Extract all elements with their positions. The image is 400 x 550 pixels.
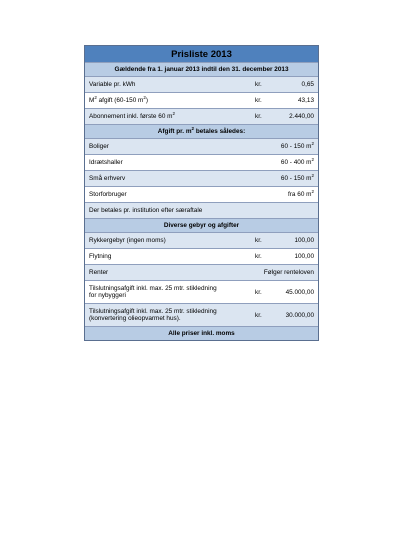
misc-row-flytning — [85, 248, 318, 264]
misc-unit: kr. — [255, 253, 262, 260]
misc-value: Følger renteloven — [263, 269, 314, 276]
misc-label: Flytning — [89, 252, 112, 260]
misc-row-rykkergebyr — [85, 232, 318, 248]
price-row-subscription — [85, 108, 318, 124]
price-row-kwh — [85, 76, 318, 92]
area-fee-header — [85, 124, 318, 138]
price-unit: kr. — [255, 81, 262, 88]
misc-row-renter — [85, 264, 318, 280]
area-value: fra 60 $m^2$ — [288, 188, 314, 198]
price-label: $M^2$ afgift (60-150 $m^2$) — [89, 94, 149, 104]
validity-row — [85, 62, 318, 76]
price-value: 0,65 — [301, 81, 314, 88]
price-unit: kr. — [255, 113, 262, 120]
price-value: 43,13 — [298, 97, 314, 104]
area-row-idraetshaller — [85, 154, 318, 170]
misc-value: 100,00 — [294, 253, 314, 260]
table-title: Prisliste 2013 — [171, 48, 232, 60]
price-table — [84, 45, 319, 341]
misc-label: Rykkergebyr (ingen moms) — [89, 236, 166, 244]
misc-label: Tilslutningsafgift inkl. max. 25 mtr. stikledning (konvertering olieopvarmet hus). — [89, 307, 217, 322]
price-value: 2.440,00 — [289, 113, 314, 120]
price-label: Abonnement inkl. første 60 $m^2$ — [89, 110, 175, 120]
area-value: 60 - 400 $m^2$ — [280, 156, 314, 166]
footer-text: Alle priser inkl. moms — [168, 330, 235, 337]
area-row-boliger — [85, 138, 318, 154]
misc-label: Tilslutningsafgift inkl. max. 25 mtr. stikledning for nybyggeri — [89, 284, 217, 299]
price-label: Variable pr. kWh — [89, 80, 136, 88]
misc-row-tilslutning-konvertering — [85, 303, 318, 326]
misc-unit: kr. — [255, 288, 262, 296]
table-title-row — [85, 46, 318, 62]
area-value: 60 - 150 $m^2$ — [280, 140, 314, 150]
misc-header — [85, 218, 318, 232]
area-label: Boliger — [89, 143, 109, 150]
institution-note-row — [85, 202, 318, 218]
misc-value: 45.000,00 — [285, 288, 314, 296]
misc-unit: kr. — [255, 237, 262, 244]
area-value: 60 - 150 $m^2$ — [280, 172, 314, 182]
area-row-storforbruger — [85, 186, 318, 202]
area-label: Idrætshaller — [89, 159, 123, 166]
area-label: Små erhverv — [89, 175, 126, 182]
validity-text: Gældende fra 1. januar 2013 indtil den 31. december 2013 — [114, 66, 289, 73]
misc-unit: kr. — [255, 311, 262, 319]
area-row-smaa-erhverv — [85, 170, 318, 186]
footer-row — [85, 326, 318, 340]
misc-title: Diverse gebyr og afgifter — [163, 222, 240, 229]
misc-value: 100,00 — [294, 237, 314, 244]
area-fee-title: Afgift pr. $m^2$ betales således: — [157, 125, 246, 135]
misc-value: 30.000,00 — [285, 311, 314, 319]
misc-label: Renter — [89, 269, 109, 276]
price-unit: kr. — [255, 97, 262, 104]
area-label: Storforbruger — [89, 191, 127, 198]
misc-row-tilslutning-nybyggeri — [85, 280, 318, 303]
institution-note: Der betales pr. institution efter særaftale — [89, 207, 203, 214]
price-row-m2 — [85, 92, 318, 108]
